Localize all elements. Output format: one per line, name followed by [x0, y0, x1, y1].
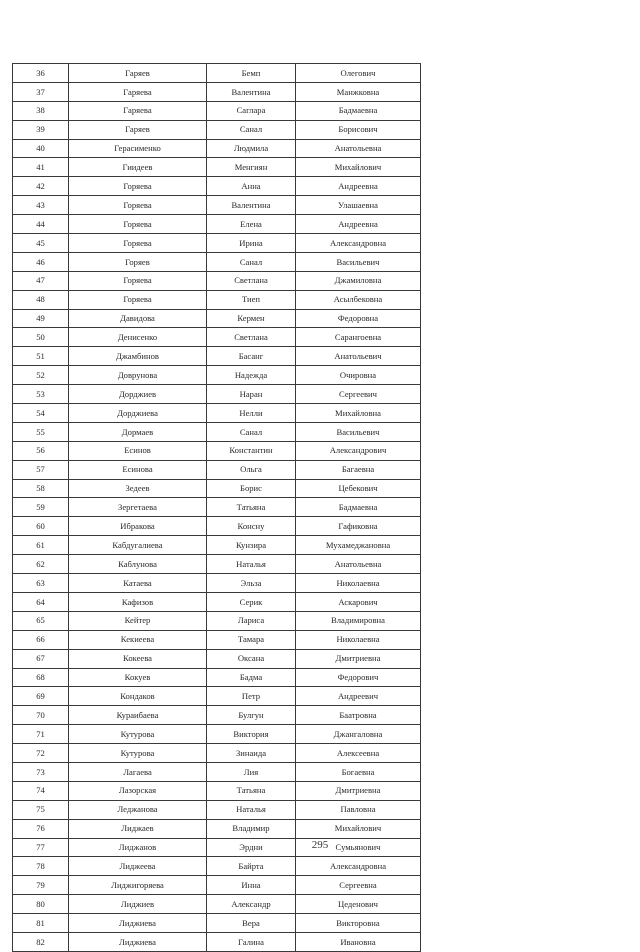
- patronymic-cell: Михайлович: [296, 158, 421, 177]
- row-number-cell: 51: [13, 347, 69, 366]
- first-name-cell: Лия: [207, 762, 296, 781]
- table-row: [13, 857, 421, 876]
- first-name-cell: Инна: [207, 876, 296, 895]
- last-name-cell: Лиджеева: [69, 857, 207, 876]
- table-row: [13, 290, 421, 309]
- table-row: [13, 177, 421, 196]
- first-name-cell: Лариса: [207, 611, 296, 630]
- patronymic-cell: Дмитриевна: [296, 781, 421, 800]
- row-number-cell: 40: [13, 139, 69, 158]
- row-number-cell: 38: [13, 101, 69, 120]
- last-name-cell: Кокеева: [69, 649, 207, 668]
- last-name-cell: Гаряева: [69, 101, 207, 120]
- patronymic-cell: Баатровна: [296, 706, 421, 725]
- roster-table: [12, 63, 421, 952]
- patronymic-cell: Павловна: [296, 800, 421, 819]
- table-row: [13, 649, 421, 668]
- table-row: [13, 687, 421, 706]
- patronymic-cell: Васильевич: [296, 422, 421, 441]
- table-row: [13, 517, 421, 536]
- patronymic-cell: Джангаловна: [296, 725, 421, 744]
- patronymic-cell: Федоровна: [296, 309, 421, 328]
- table-row: [13, 347, 421, 366]
- patronymic-cell: Ивановна: [296, 932, 421, 951]
- first-name-cell: Наталья: [207, 800, 296, 819]
- last-name-cell: Джамбинов: [69, 347, 207, 366]
- patronymic-cell: Анатольевна: [296, 555, 421, 574]
- row-number-cell: 67: [13, 649, 69, 668]
- row-number-cell: 64: [13, 592, 69, 611]
- patronymic-cell: Сергеевна: [296, 876, 421, 895]
- last-name-cell: Гаряев: [69, 120, 207, 139]
- row-number-cell: 78: [13, 857, 69, 876]
- table-row: [13, 668, 421, 687]
- first-name-cell: Басанг: [207, 347, 296, 366]
- last-name-cell: Герасименко: [69, 139, 207, 158]
- row-number-cell: 44: [13, 215, 69, 234]
- table-row: [13, 252, 421, 271]
- roster-body: [13, 64, 421, 952]
- table-row: [13, 876, 421, 895]
- row-number-cell: 58: [13, 479, 69, 498]
- last-name-cell: Давидова: [69, 309, 207, 328]
- table-row: [13, 139, 421, 158]
- last-name-cell: Катаева: [69, 574, 207, 593]
- row-number-cell: 75: [13, 800, 69, 819]
- first-name-cell: Байрта: [207, 857, 296, 876]
- table-row: [13, 762, 421, 781]
- first-name-cell: Тиеп: [207, 290, 296, 309]
- last-name-cell: Кейтер: [69, 611, 207, 630]
- last-name-cell: Зедеев: [69, 479, 207, 498]
- first-name-cell: Татьяна: [207, 498, 296, 517]
- first-name-cell: Владимир: [207, 819, 296, 838]
- row-number-cell: 82: [13, 932, 69, 951]
- row-number-cell: 59: [13, 498, 69, 517]
- last-name-cell: Дорджиев: [69, 385, 207, 404]
- table-row: [13, 630, 421, 649]
- table-row: [13, 914, 421, 933]
- last-name-cell: Лиджиева: [69, 914, 207, 933]
- last-name-cell: Горяева: [69, 196, 207, 215]
- last-name-cell: Есинова: [69, 460, 207, 479]
- table-row: [13, 196, 421, 215]
- patronymic-cell: Дмитриевна: [296, 649, 421, 668]
- first-name-cell: Эрдни: [207, 838, 296, 857]
- row-number-cell: 46: [13, 252, 69, 271]
- table-row: [13, 536, 421, 555]
- patronymic-cell: Владимировна: [296, 611, 421, 630]
- patronymic-cell: Багаевна: [296, 460, 421, 479]
- row-number-cell: 54: [13, 404, 69, 423]
- last-name-cell: Горяев: [69, 252, 207, 271]
- table-row: [13, 422, 421, 441]
- row-number-cell: 73: [13, 762, 69, 781]
- row-number-cell: 48: [13, 290, 69, 309]
- first-name-cell: Оксана: [207, 649, 296, 668]
- table-row: [13, 555, 421, 574]
- patronymic-cell: Михайловна: [296, 404, 421, 423]
- patronymic-cell: Сергеевич: [296, 385, 421, 404]
- first-name-cell: Татьяна: [207, 781, 296, 800]
- row-number-cell: 66: [13, 630, 69, 649]
- table-row: [13, 309, 421, 328]
- last-name-cell: Лагаева: [69, 762, 207, 781]
- row-number-cell: 57: [13, 460, 69, 479]
- table-row: [13, 404, 421, 423]
- table-row: [13, 385, 421, 404]
- last-name-cell: Есинов: [69, 441, 207, 460]
- first-name-cell: Серик: [207, 592, 296, 611]
- first-name-cell: Наталья: [207, 555, 296, 574]
- patronymic-cell: Анатольевна: [296, 139, 421, 158]
- table-row: [13, 158, 421, 177]
- table-row: [13, 819, 421, 838]
- table-row: [13, 895, 421, 914]
- first-name-cell: Валентина: [207, 196, 296, 215]
- table-row: [13, 706, 421, 725]
- last-name-cell: Горяева: [69, 271, 207, 290]
- table-row: [13, 101, 421, 120]
- last-name-cell: Горяева: [69, 215, 207, 234]
- last-name-cell: Кафизов: [69, 592, 207, 611]
- first-name-cell: Виктория: [207, 725, 296, 744]
- last-name-cell: Кондаков: [69, 687, 207, 706]
- row-number-cell: 65: [13, 611, 69, 630]
- first-name-cell: Константин: [207, 441, 296, 460]
- table-row: [13, 574, 421, 593]
- first-name-cell: Санал: [207, 422, 296, 441]
- first-name-cell: Санал: [207, 252, 296, 271]
- last-name-cell: Лиджаев: [69, 819, 207, 838]
- row-number-cell: 37: [13, 82, 69, 101]
- first-name-cell: Людмила: [207, 139, 296, 158]
- table-row: [13, 611, 421, 630]
- row-number-cell: 45: [13, 234, 69, 253]
- table-row: [13, 498, 421, 517]
- first-name-cell: Кунзира: [207, 536, 296, 555]
- page-number: 295: [311, 839, 329, 851]
- patronymic-cell: Алексеевна: [296, 744, 421, 763]
- first-name-cell: Елена: [207, 215, 296, 234]
- row-number-cell: 77: [13, 838, 69, 857]
- table-row: [13, 441, 421, 460]
- patronymic-cell: Аскарович: [296, 592, 421, 611]
- patronymic-cell: Цеденович: [296, 895, 421, 914]
- first-name-cell: Булгун: [207, 706, 296, 725]
- row-number-cell: 42: [13, 177, 69, 196]
- patronymic-cell: Гафиковна: [296, 517, 421, 536]
- last-name-cell: Горяева: [69, 177, 207, 196]
- patronymic-cell: Викторовна: [296, 914, 421, 933]
- last-name-cell: Лиджигоряева: [69, 876, 207, 895]
- first-name-cell: Бемп: [207, 64, 296, 83]
- first-name-cell: Менгиян: [207, 158, 296, 177]
- row-number-cell: 81: [13, 914, 69, 933]
- first-name-cell: Санал: [207, 120, 296, 139]
- last-name-cell: Лиджиев: [69, 895, 207, 914]
- last-name-cell: Горяева: [69, 234, 207, 253]
- row-number-cell: 55: [13, 422, 69, 441]
- first-name-cell: Эльза: [207, 574, 296, 593]
- last-name-cell: Гиидеев: [69, 158, 207, 177]
- last-name-cell: Зергетаева: [69, 498, 207, 517]
- patronymic-cell: Андреевич: [296, 687, 421, 706]
- last-name-cell: Лиджиева: [69, 932, 207, 951]
- patronymic-cell: Михайлович: [296, 819, 421, 838]
- row-number-cell: 76: [13, 819, 69, 838]
- row-number-cell: 69: [13, 687, 69, 706]
- first-name-cell: Александр: [207, 895, 296, 914]
- last-name-cell: Кутурова: [69, 725, 207, 744]
- first-name-cell: Валентина: [207, 82, 296, 101]
- row-number-cell: 80: [13, 895, 69, 914]
- table-row: [13, 592, 421, 611]
- patronymic-cell: Бадмаевна: [296, 498, 421, 517]
- last-name-cell: Доврунова: [69, 366, 207, 385]
- table-row: [13, 800, 421, 819]
- patronymic-cell: Сумьянович: [296, 838, 421, 857]
- last-name-cell: Леджанова: [69, 800, 207, 819]
- last-name-cell: Каблунова: [69, 555, 207, 574]
- table-row: [13, 725, 421, 744]
- patronymic-cell: Очировна: [296, 366, 421, 385]
- last-name-cell: Ибракова: [69, 517, 207, 536]
- patronymic-cell: Андреевна: [296, 177, 421, 196]
- table-row: [13, 215, 421, 234]
- table-row: [13, 328, 421, 347]
- patronymic-cell: Мухамеджановна: [296, 536, 421, 555]
- patronymic-cell: Александровна: [296, 857, 421, 876]
- patronymic-cell: Николаевна: [296, 574, 421, 593]
- last-name-cell: Дормаев: [69, 422, 207, 441]
- row-number-cell: 39: [13, 120, 69, 139]
- last-name-cell: Денисенко: [69, 328, 207, 347]
- patronymic-cell: Васильевич: [296, 252, 421, 271]
- first-name-cell: Нелли: [207, 404, 296, 423]
- first-name-cell: Наран: [207, 385, 296, 404]
- row-number-cell: 71: [13, 725, 69, 744]
- patronymic-cell: Андреевна: [296, 215, 421, 234]
- table-row: [13, 744, 421, 763]
- patronymic-cell: Джамиловна: [296, 271, 421, 290]
- row-number-cell: 62: [13, 555, 69, 574]
- row-number-cell: 53: [13, 385, 69, 404]
- first-name-cell: Бадма: [207, 668, 296, 687]
- patronymic-cell: Александровна: [296, 234, 421, 253]
- first-name-cell: Консну: [207, 517, 296, 536]
- last-name-cell: Лазорская: [69, 781, 207, 800]
- row-number-cell: 47: [13, 271, 69, 290]
- last-name-cell: Гаряев: [69, 64, 207, 83]
- last-name-cell: Лиджанов: [69, 838, 207, 857]
- row-number-cell: 74: [13, 781, 69, 800]
- last-name-cell: Кокуев: [69, 668, 207, 687]
- first-name-cell: Галина: [207, 932, 296, 951]
- row-number-cell: 41: [13, 158, 69, 177]
- last-name-cell: Кекиеева: [69, 630, 207, 649]
- table-row: [13, 120, 421, 139]
- row-number-cell: 52: [13, 366, 69, 385]
- first-name-cell: Светлана: [207, 271, 296, 290]
- last-name-cell: Кутурова: [69, 744, 207, 763]
- row-number-cell: 70: [13, 706, 69, 725]
- patronymic-cell: Бадмаевна: [296, 101, 421, 120]
- row-number-cell: 63: [13, 574, 69, 593]
- table-row: [13, 234, 421, 253]
- last-name-cell: Гаряева: [69, 82, 207, 101]
- patronymic-cell: Сарангоевна: [296, 328, 421, 347]
- patronymic-cell: Богаевна: [296, 762, 421, 781]
- first-name-cell: Анна: [207, 177, 296, 196]
- first-name-cell: Тамара: [207, 630, 296, 649]
- first-name-cell: Надежда: [207, 366, 296, 385]
- patronymic-cell: Олегович: [296, 64, 421, 83]
- table-row: [13, 781, 421, 800]
- patronymic-cell: Цебекович: [296, 479, 421, 498]
- last-name-cell: Дорджиева: [69, 404, 207, 423]
- last-name-cell: Горяева: [69, 290, 207, 309]
- table-row: [13, 271, 421, 290]
- patronymic-cell: Борисович: [296, 120, 421, 139]
- row-number-cell: 56: [13, 441, 69, 460]
- table-row: [13, 64, 421, 83]
- first-name-cell: Петр: [207, 687, 296, 706]
- patronymic-cell: Асылбековна: [296, 290, 421, 309]
- row-number-cell: 72: [13, 744, 69, 763]
- first-name-cell: Борис: [207, 479, 296, 498]
- row-number-cell: 68: [13, 668, 69, 687]
- table-row: [13, 366, 421, 385]
- first-name-cell: Вера: [207, 914, 296, 933]
- first-name-cell: Кермен: [207, 309, 296, 328]
- table-row: [13, 460, 421, 479]
- row-number-cell: 79: [13, 876, 69, 895]
- row-number-cell: 49: [13, 309, 69, 328]
- table-row: [13, 479, 421, 498]
- first-name-cell: Зинаида: [207, 744, 296, 763]
- patronymic-cell: Александрович: [296, 441, 421, 460]
- patronymic-cell: Анатольевич: [296, 347, 421, 366]
- first-name-cell: Саглара: [207, 101, 296, 120]
- patronymic-cell: Улашаевна: [296, 196, 421, 215]
- last-name-cell: Кураибаева: [69, 706, 207, 725]
- patronymic-cell: Федорович: [296, 668, 421, 687]
- row-number-cell: 50: [13, 328, 69, 347]
- table-row: [13, 932, 421, 951]
- first-name-cell: Светлана: [207, 328, 296, 347]
- last-name-cell: Кабдугалиева: [69, 536, 207, 555]
- row-number-cell: 61: [13, 536, 69, 555]
- patronymic-cell: Манжковна: [296, 82, 421, 101]
- patronymic-cell: Николаевна: [296, 630, 421, 649]
- table-row: [13, 82, 421, 101]
- first-name-cell: Ирина: [207, 234, 296, 253]
- row-number-cell: 36: [13, 64, 69, 83]
- row-number-cell: 60: [13, 517, 69, 536]
- row-number-cell: 43: [13, 196, 69, 215]
- first-name-cell: Ольга: [207, 460, 296, 479]
